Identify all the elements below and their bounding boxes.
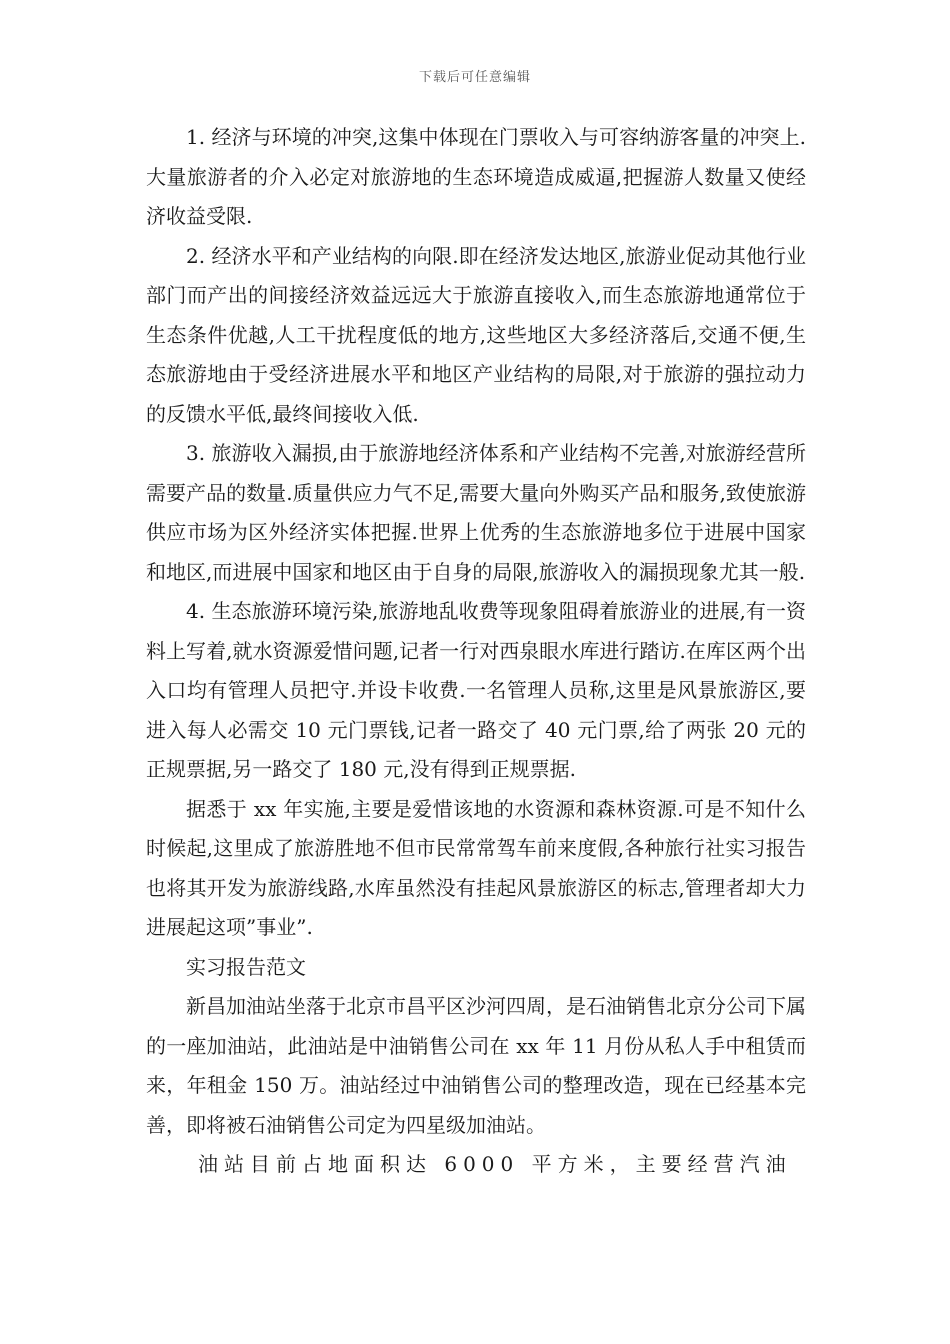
paragraph-7: 油站目前占地面积达 6000 平方米，主要经营汽油 <box>198 1152 792 1176</box>
section-heading: 实习报告范文 <box>186 954 306 979</box>
header-note: 下载后可任意编辑 <box>418 70 531 85</box>
paragraph-4: 4. 生态旅游环境污染,旅游地乱收费等现象阻碍着旅游业的进展,有一资料上写着,就水资源爱惜问题,记者一行对西泉眼水库进行踏访.在库区两个出入口均有管理人员把守.并设卡收费.一名管理人员称,这里是风景旅游区,要进入每人必需交 10 元门票钱,记者一路交了 40 元门票,给了两张 20 元的正规票据,另一路交了 180 元,没有得到正规票据. <box>146 599 806 781</box>
document-body <box>146 118 806 1185</box>
paragraph-5: 据悉于 xx 年实施,主要是爱惜该地的水资源和森林资源.可是不知什么时候起,这里成了旅游胜地不但市民常常驾车前来度假,各种旅行社实习报告也将其开发为旅游线路,水库虽然没有挂起风景旅游区的标志,管理者却大力进展起这项”事业”. <box>146 796 806 939</box>
paragraph-6: 新昌加油站坐落于北京市昌平区沙河四周，是石油销售北京分公司下属的一座加油站，此油站是中油销售公司在 xx 年 11 月份从私人手中租赁而来，年租金 150 万。油站经过中油销售公司的整理改造，现在已经基本完善，即将被石油销售公司定为四星级加油站。 <box>146 994 806 1137</box>
paragraph-2: 2. 经济水平和产业结构的向限.即在经济发达地区,旅游业促动其他行业部门而产出的间接经济效益远远大于旅游直接收入,而生态旅游地通常位于生态条件优越,人工干扰程度低的地方,这些地区大多经济落后,交通不便,生态旅游地由于受经济进展水平和地区产业结构的局限,对于旅游的强拉动力的反馈水平低,最终间接收入低. <box>146 243 806 426</box>
paragraph-3: 3. 旅游收入漏损,由于旅游地经济体系和产业结构不完善,对旅游经营所需要产品的数量.质量供应力气不足,需要大量向外购买产品和服务,致使旅游供应市场为区外经济实体把握.世界上优秀的生态旅游地多位于进展中国家和地区,而进展中国家和地区由于自身的局限,旅游收入的漏损现象尤其一般. <box>146 441 806 584</box>
paragraph-1: 1. 经济与环境的冲突,这集中体现在门票收入与可容纳游客量的冲突上.大量旅游者的介入必定对旅游地的生态环境造成威逼,把握游人数量又使经济收益受限. <box>146 125 806 228</box>
